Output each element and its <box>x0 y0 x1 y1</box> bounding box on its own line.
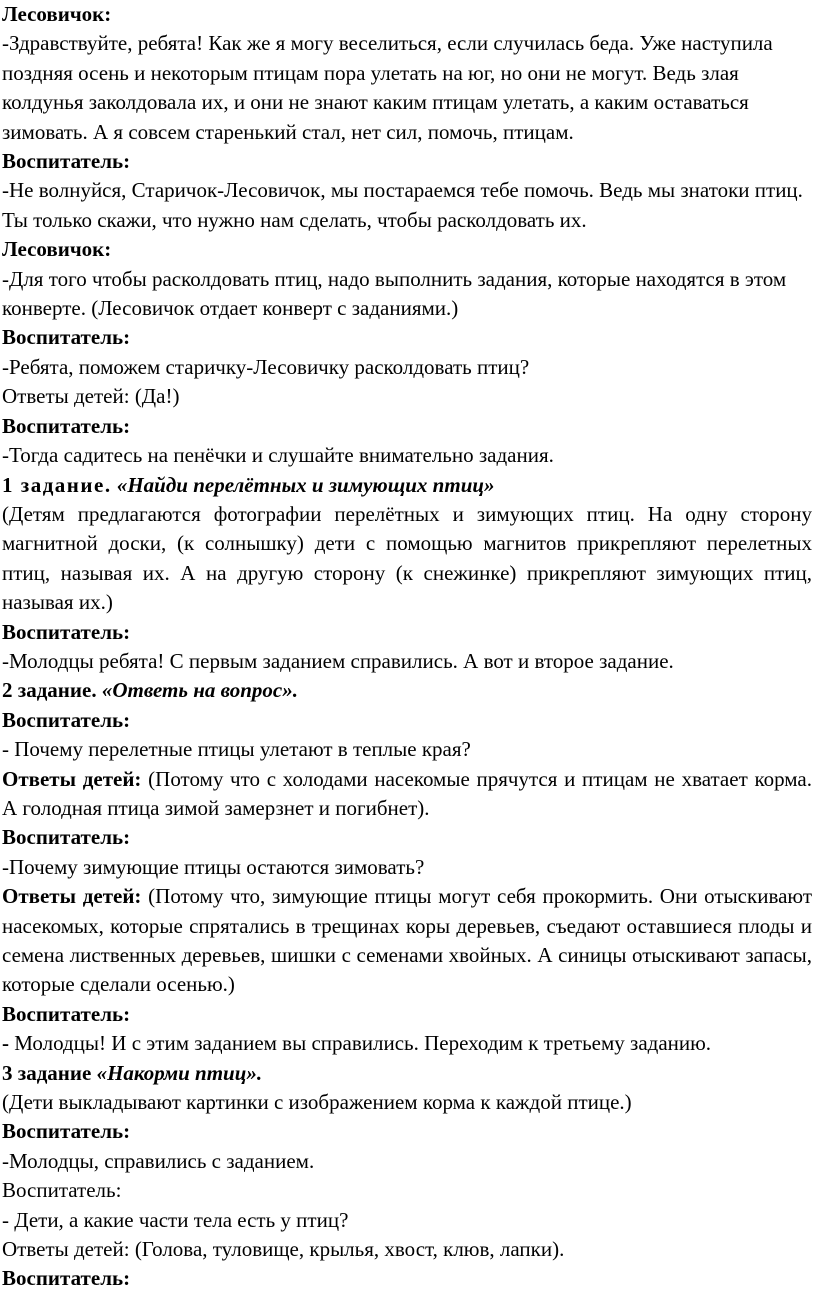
speaker-label: Воспитатель: <box>2 149 131 174</box>
dialogue-text: -Молодцы, справились с заданием. <box>2 1148 315 1173</box>
children-answer: Ответы детей: (Голова, туловище, крылья, хвост, клюв, лапки). <box>2 1237 565 1262</box>
task-2-heading <box>2 676 812 705</box>
task-2-label: 2 задание. <box>2 678 97 703</box>
speaker-label: Воспитатель: <box>2 325 131 350</box>
task-2-title: «Ответь на вопрос». <box>96 678 298 703</box>
task-3-description: (Дети выкладывают картинки с изображением корма к каждой птице.) <box>2 1090 632 1115</box>
speaker-label: Воспитатель: <box>2 413 131 438</box>
question-text: -Почему зимующие птицы остаются зимовать? <box>2 854 425 879</box>
speaker-label: Воспитатель: <box>2 825 131 850</box>
dialogue-text: -Тогда садитесь на пенёчки и слушайте внимательно задания. <box>2 443 554 468</box>
task-3-label: 3 задание <box>2 1060 92 1085</box>
speaker-label: Лесовичок: <box>2 2 112 26</box>
dialogue-text: -Молодцы ребята! С первым заданием справились. А вот и второе задание. <box>2 648 674 673</box>
task-1-title: «Найди перелётных и зимующих птиц» <box>111 472 495 497</box>
task-1-heading <box>2 471 812 500</box>
children-answer <box>2 882 812 1000</box>
children-answer <box>2 765 812 824</box>
dialogue-text: -Не волнуйся, Старичок-Лесовичок, мы постараемся тебе помочь. Ведь мы знатоки птиц. Ты только скажи, что нужно нам сделать, чтобы расколдовать их. <box>2 178 803 232</box>
dialogue-text: -Ребята, поможем старичку-Лесовичку расколдовать птиц? <box>2 354 530 379</box>
answer-text: (Потому что с холодами насекомые прячутся и птицам не хватает корма. А голодная птица зимой замерзнет и погибнет). <box>2 766 813 820</box>
answer-label: Ответы детей: <box>2 766 142 791</box>
speaker-label: Воспитатель: <box>2 1001 131 1026</box>
speaker-label: Воспитатель: <box>2 1266 131 1291</box>
dialogue-body: Молодцы! И с этим заданием вы справились. Переходим к третьему заданию. <box>9 1031 712 1056</box>
dialogue-text: -Здравствуйте, ребята! Как же я могу веселиться, если случилась беда. Уже наступила поздняя осень и некоторым птицам пора улетать на юг, но они не могут. Ведь злая колдунья заколдовала их, и они не знают каким птицам улетать, а каким оставаться зимовать. А я совсем старенький стал, нет сил, помочь, птицам. <box>2 31 773 144</box>
speaker-label: Воспитатель: <box>2 1119 131 1144</box>
answer-label: Ответы детей: <box>2 884 142 909</box>
speaker-label: Лесовичок: <box>2 237 112 262</box>
speaker-label: Воспитатель: <box>2 707 131 732</box>
dialogue-text <box>2 1029 812 1058</box>
task-3-title: «Накорми птиц». <box>91 1060 263 1085</box>
dialogue-text: -Для того чтобы расколдовать птиц, надо выполнить задания, которые находятся в этом конверте. (Лесовичок отдает конверт с заданиями.) <box>2 266 787 321</box>
answer-text: (Потому что, зимующие птицы могут себя прокормить. Они отыскивают насекомых, которые спрятались в трещинах коры деревьев, съедают оставшиеся плоды и семена лиственных деревьев, шишки с семенами хвойных. А синицы отыскивают запасы, которые сделали осенью.) <box>2 884 812 997</box>
task-3-heading <box>2 1059 812 1088</box>
task-1-label: 1 задание. <box>2 472 112 497</box>
children-answer: Ответы детей: (Да!) <box>2 384 180 409</box>
speaker-label-plain: Воспитатель: <box>2 1178 122 1203</box>
task-1-description: (Детям предлагаются фотографии перелётных и зимующих птиц. На одну сторону магнитной доски, (к солнышку) дети с помощью магнитов прикрепляют перелетных птиц, называя их. А на другую сторону (к снежинке) прикрепляют зимующих птиц, называя их.) <box>2 501 812 615</box>
question-text: - Дети, а какие части тела есть у птиц? <box>2 1207 349 1232</box>
dash-mark: - <box>2 1031 9 1056</box>
speaker-label: Воспитатель: <box>2 619 131 644</box>
question-text: - Почему перелетные птицы улетают в теплые края? <box>2 737 471 762</box>
